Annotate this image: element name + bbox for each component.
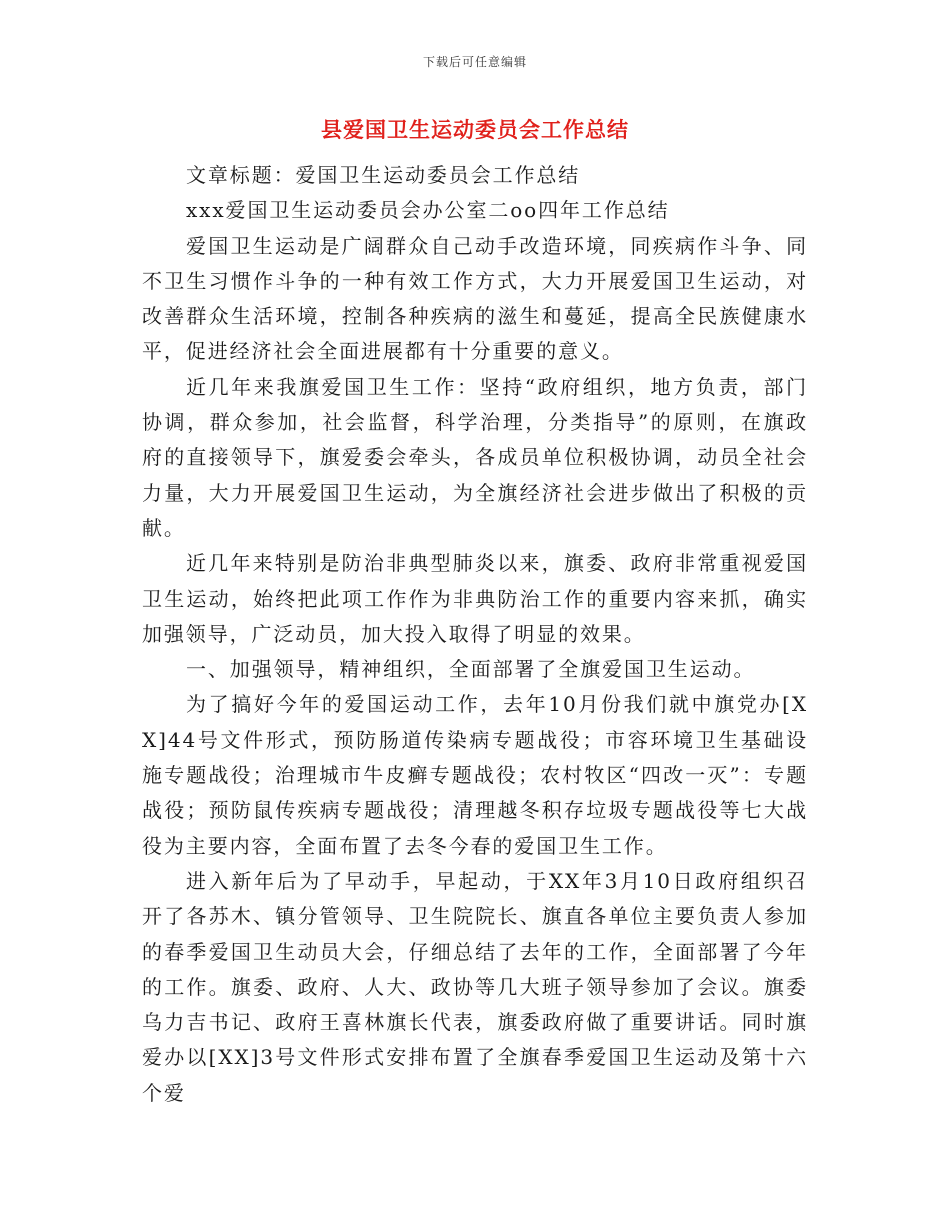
paragraph-office-heading: xxx爱国卫生运动委员会办公室二oo四年工作总结 — [186, 198, 670, 223]
paragraph-new-year-meeting: 进入新年后为了早动手，早起动，于XX年3月10日政府组织召开了各苏木、镇分管领导、卫生院院长、旗直各单位主要负责人参加的春季爱国卫生动员大会，仔细总结了去年的工作，全面部署了今年的工作。旗委、政府、人大、政协等几大班子领导参加了会议。旗委乌力吉书记、政府王喜林旗长代表，旗委政府做了重要讲话。同时旗爱办以[XX]3号文件形式安排布置了全旗春季爱国卫生运动及第十六个爱 — [142, 868, 808, 1105]
paragraph-campaigns: 为了搞好今年的爱国运动工作，去年10月份我们就中旗党办[XX]44号文件形式，预防肠道传染病专题战役；市容环境卫生基础设施专题战役；治理城市牛皮癣专题战役；农村牧区“四改一灭”：专题战役；预防鼠传疾病专题战役；清理越冬积存垃圾专题战役等七大战役为主要内容，全面布置了去冬今春的爱国卫生工作。 — [142, 692, 808, 858]
document-title: 县爱国卫生运动委员会工作总结 — [321, 117, 629, 142]
paragraph-sars-prevention: 近几年来特别是防治非典型肺炎以来，旗委、政府非常重视爱国卫生运动，始终把此项工作作为非典防治工作的重要内容来抓，确实加强领导，广泛动员，加大投入取得了明显的效果。 — [142, 551, 808, 646]
document-body — [142, 158, 808, 1111]
paragraph-principles: 近几年来我旗爱国卫生工作：坚持“政府组织，地方负责，部门协调，群众参加，社会监督，科学治理，分类指导”的原则，在旗政府的直接领导下，旗爱委会牵头，各成员单位积极协调，动员全社会力量，大力开展爱国卫生运动，为全旗经济社会进步做出了积极的贡献。 — [142, 374, 808, 540]
paragraph-article-title: 文章标题：爱国卫生运动委员会工作总结 — [186, 163, 581, 187]
section-heading-one: 一、加强领导，精神组织，全面部署了全旗爱国卫生运动。 — [186, 657, 756, 682]
page-header-note: 下载后可任意编辑 — [422, 55, 527, 69]
paragraph-intro: 爱国卫生运动是广阔群众自己动手改造环境，同疾病作斗争、同不卫生习惯作斗争的一种有效工作方式，大力开展爱国卫生运动，对改善群众生活环境，控制各种疾病的滋生和蔓延，提高全民族健康水平，促进经济社会全面进展都有十分重要的意义。 — [142, 233, 808, 364]
